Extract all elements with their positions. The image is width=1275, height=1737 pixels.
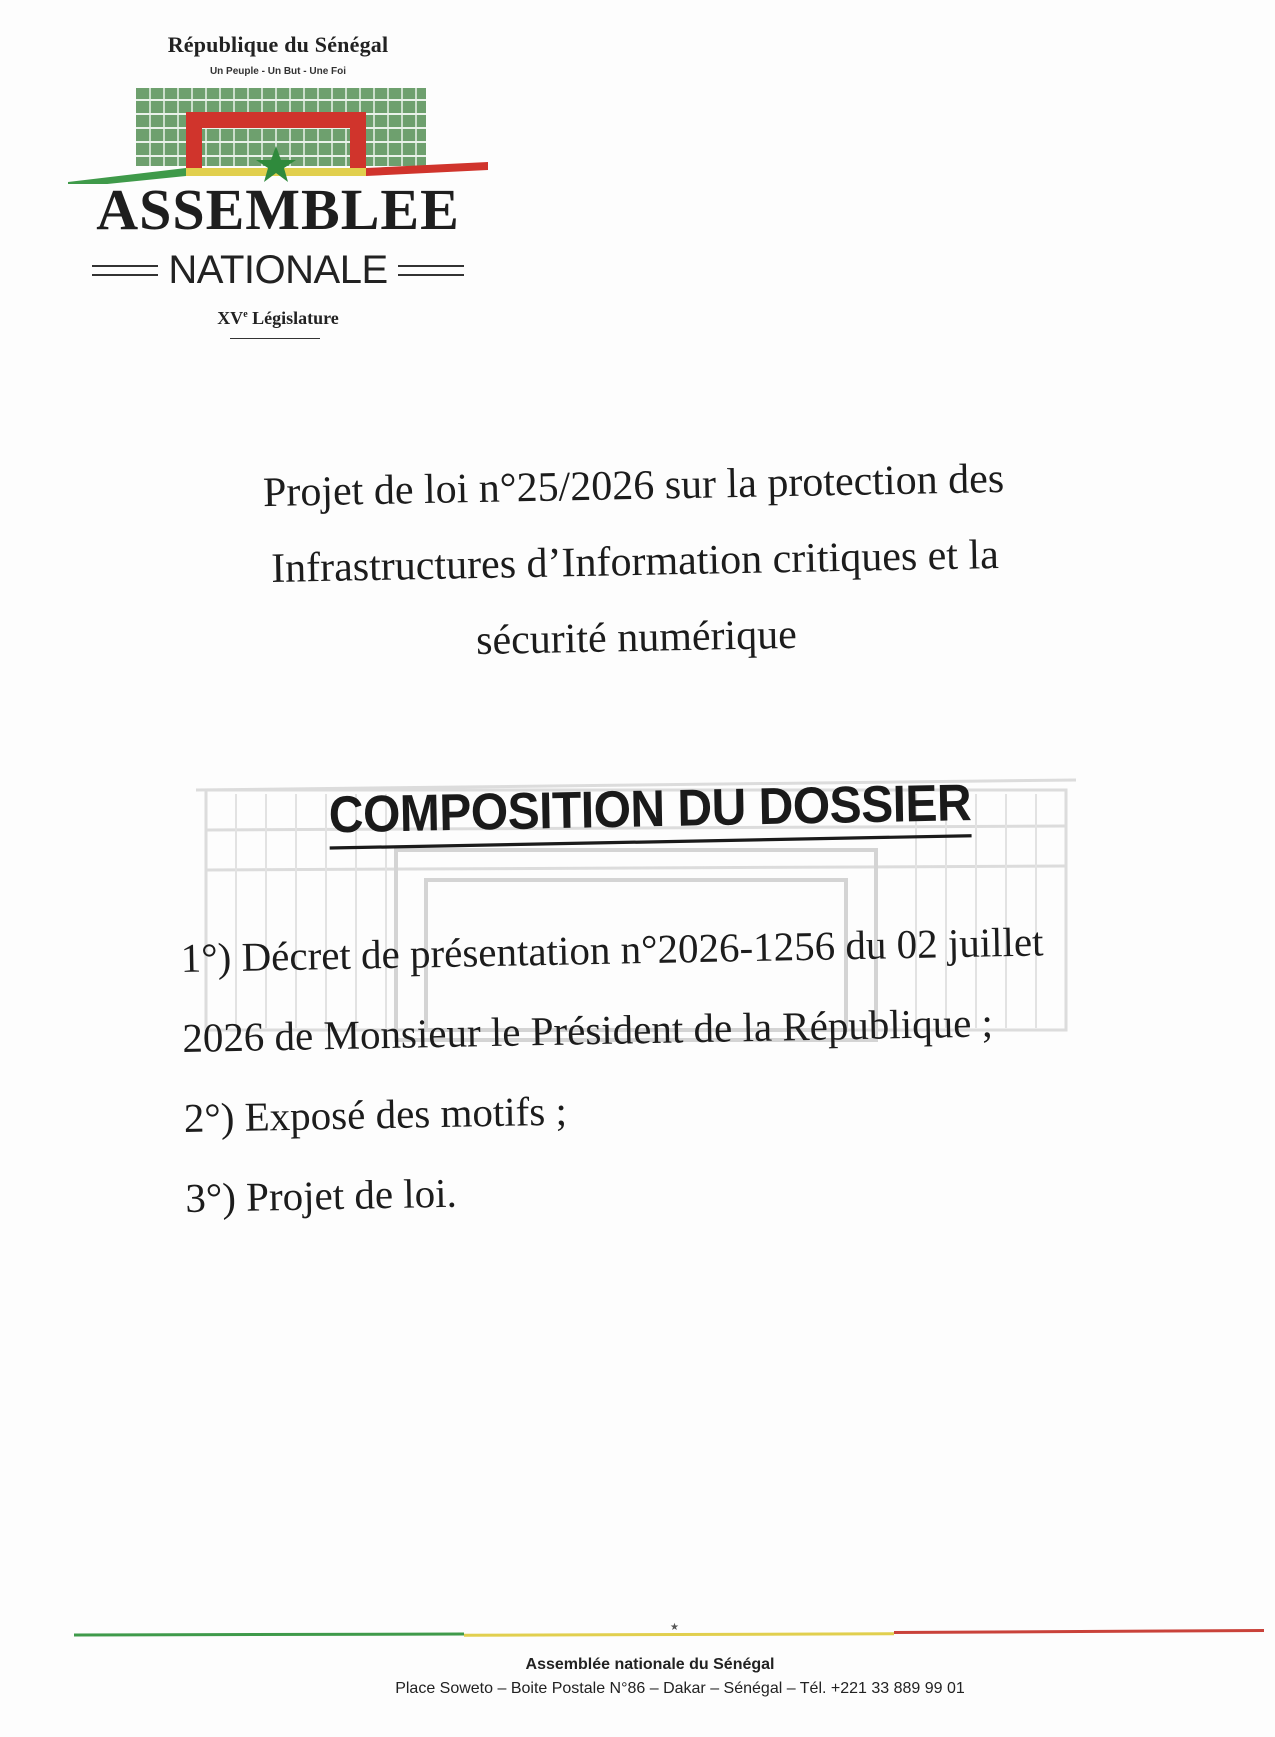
- legislature-sup: e: [243, 309, 248, 320]
- star-icon: ★: [670, 1622, 679, 1633]
- national-motto: Un Peuple - Un But - Une Foi: [209, 66, 347, 77]
- legislature-label: [178, 308, 378, 329]
- double-rule-right: [398, 265, 464, 276]
- footer-institution: Assemblée nationale du Sénégal: [525, 1656, 775, 1673]
- legislature-number: XV: [217, 308, 244, 328]
- composition-heading: COMPOSITION DU DOSSIER: [328, 775, 971, 850]
- bill-title-line-2: Infrastructures d’Information critiques et la: [270, 532, 1000, 592]
- republic-label: République du Sénégal: [167, 32, 389, 57]
- footer-rule-red: [894, 1629, 1264, 1634]
- nationale-wordmark: NATIONALE: [168, 247, 388, 292]
- footer-rule-green: [74, 1632, 464, 1636]
- assemblee-wordmark: ASSEMBLEE: [96, 177, 460, 242]
- bill-title-line-3: sécurité numérique: [475, 611, 798, 665]
- footer-address: Place Soweto – Boite Postale N°86 – Dakar – Sénégal – Tél. +221 33 889 99 01: [395, 1680, 965, 1697]
- bill-title: [148, 439, 1122, 686]
- composition-heading-wrapper: [299, 773, 1000, 846]
- legislature-underline: [230, 338, 320, 339]
- assembly-building-emblem: [68, 84, 488, 184]
- bill-title-line-1: Projet de loi n°25/2026 sur la protection des: [262, 455, 1005, 517]
- double-rule-left: [92, 265, 158, 276]
- list-item: 1°) Décret de présentation n°2026-1256 du 02 juillet: [180, 918, 1044, 981]
- list-item: 2°) Exposé des motifs ;: [183, 1087, 568, 1141]
- list-item: 2026 de Monsieur le Président de la République ;: [181, 999, 994, 1061]
- legislature-word: Législature: [247, 308, 339, 328]
- footer-rule-yellow: [464, 1632, 894, 1637]
- nationale-row: [78, 248, 478, 292]
- composition-list: [180, 900, 1136, 1238]
- list-item: 3°) Projet de loi.: [184, 1169, 458, 1221]
- footer-flag-rule: [74, 1622, 1264, 1640]
- assembly-logo: [68, 26, 488, 346]
